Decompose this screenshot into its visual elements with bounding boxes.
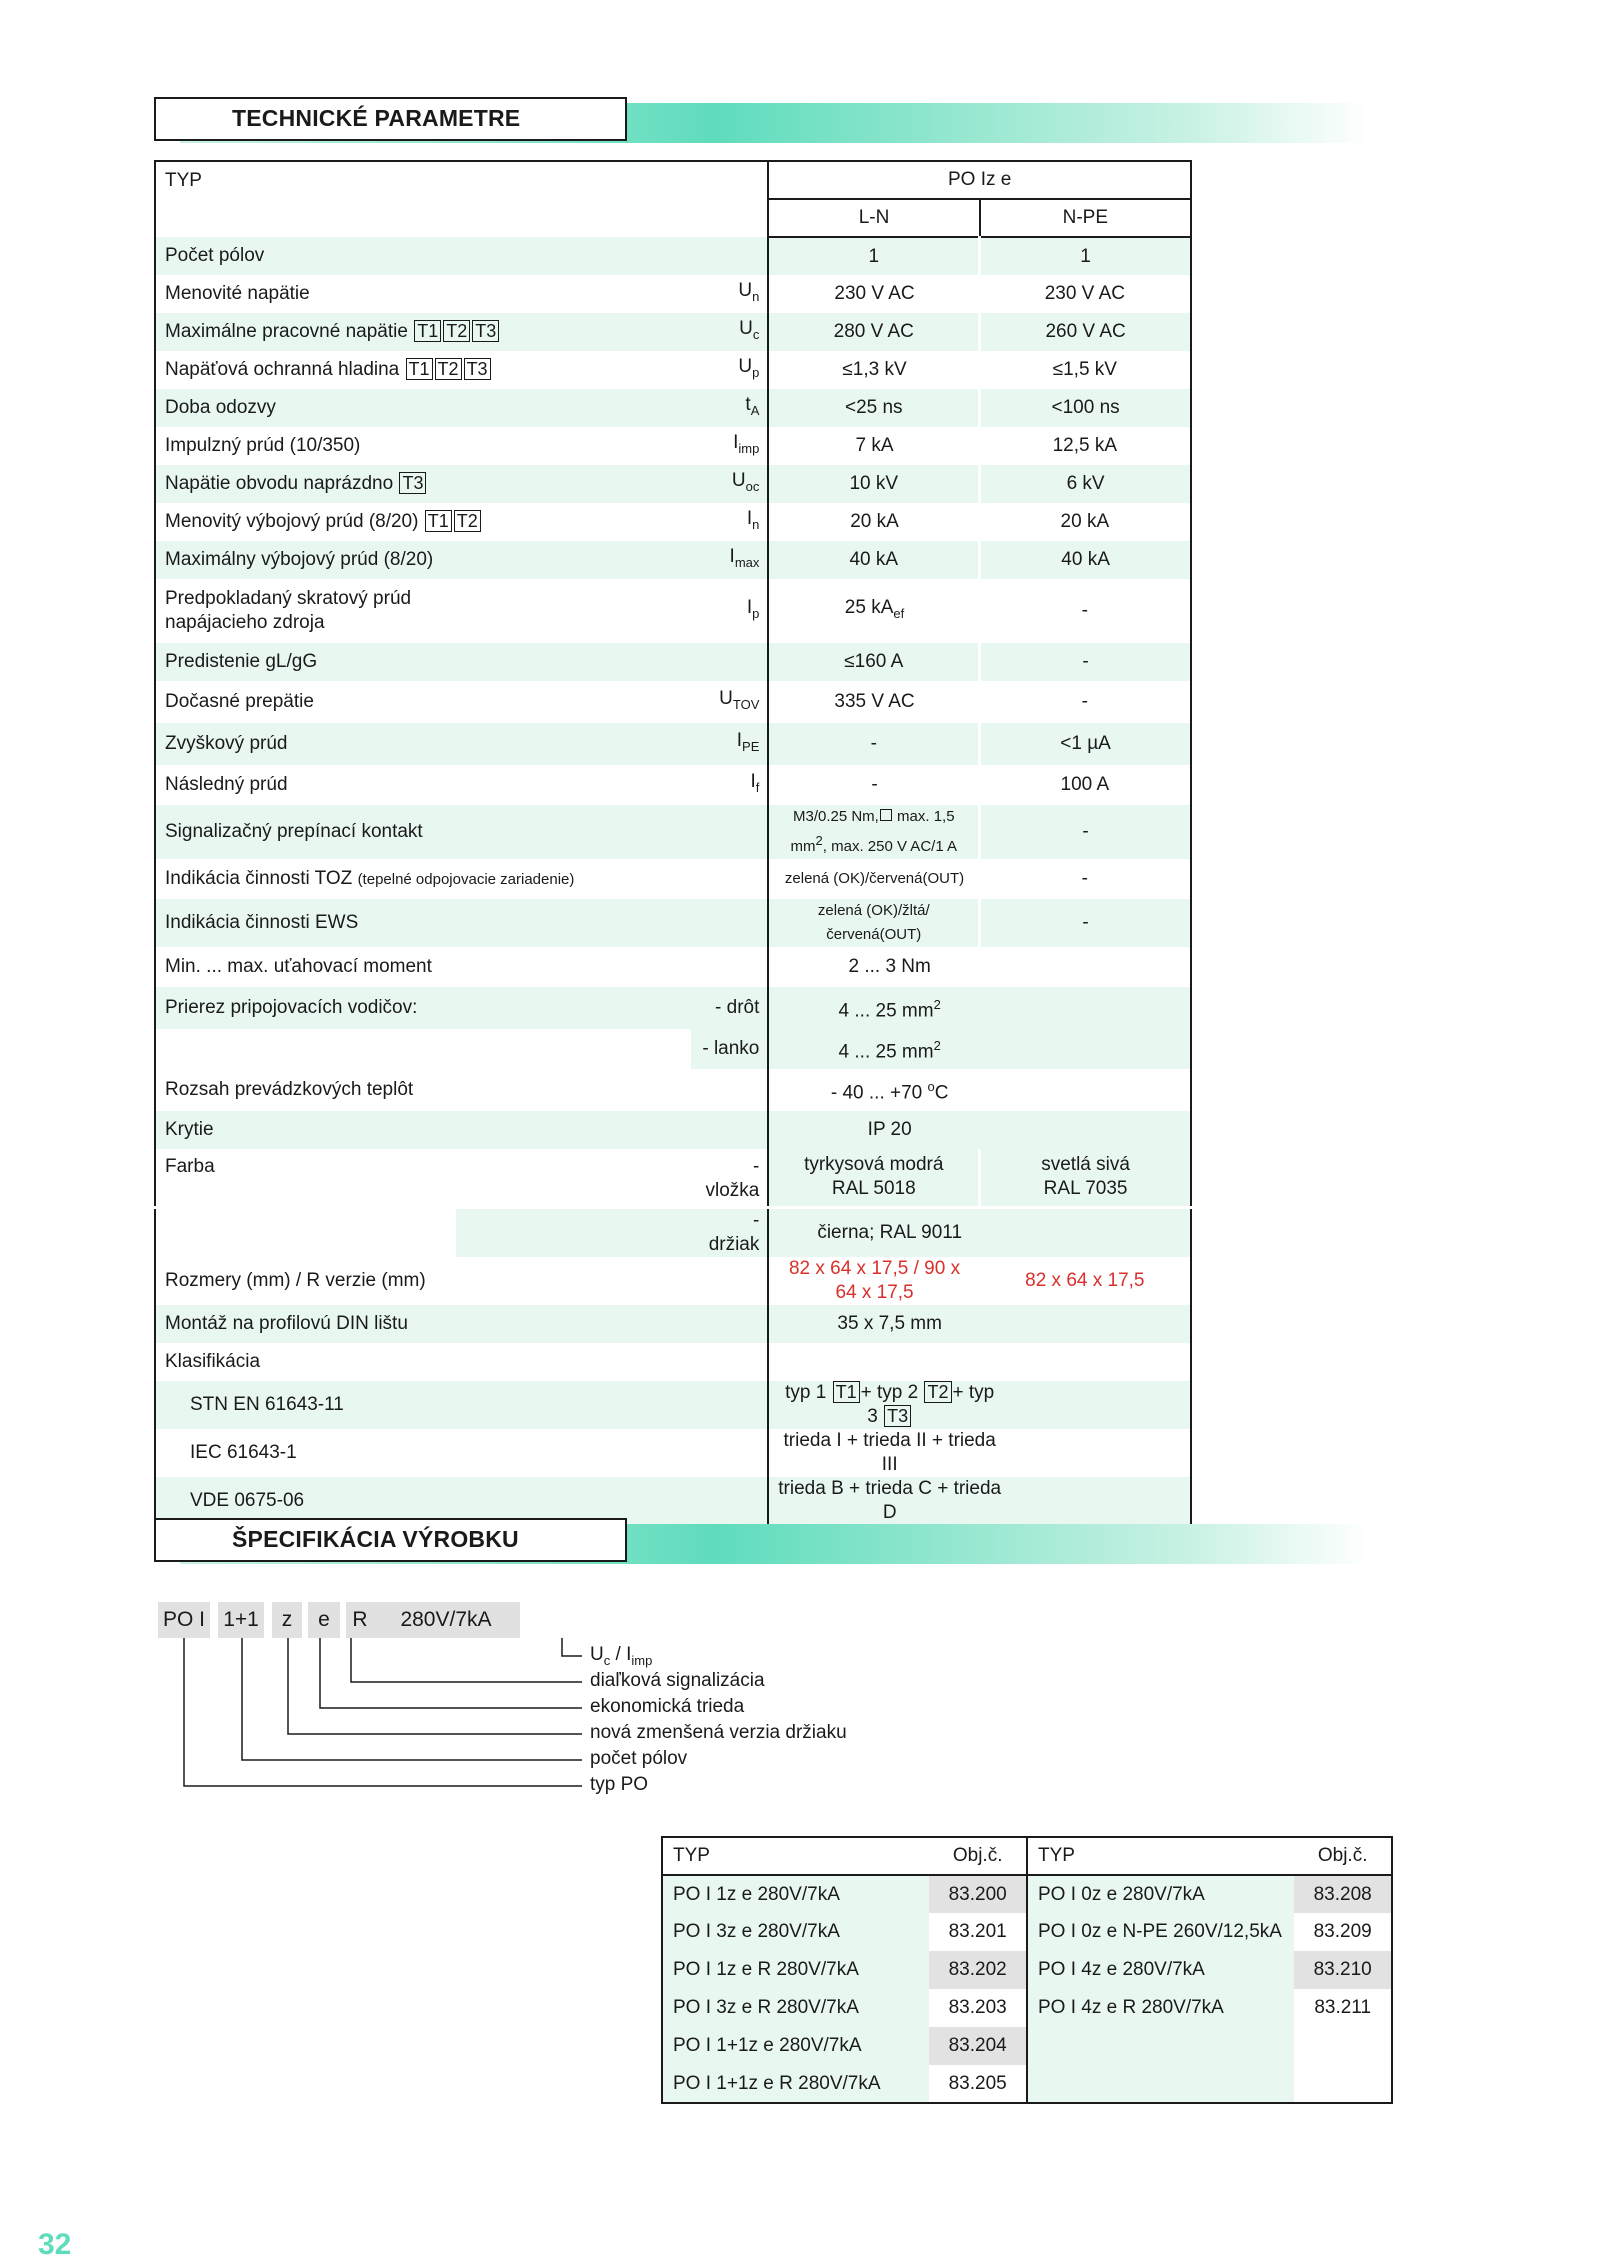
code-part-type: PO I bbox=[158, 1602, 210, 1638]
badge-t3: T3 bbox=[399, 472, 426, 494]
code-legend bbox=[590, 1642, 847, 1798]
section-title-tech: TECHNICKÉ PARAMETRE bbox=[232, 105, 521, 131]
badge-t1: T1 bbox=[425, 510, 452, 532]
table-subheader-row bbox=[155, 199, 1191, 237]
technical-parameters-table bbox=[154, 160, 1192, 1527]
table-row: Počet pólov 1 1 bbox=[155, 237, 1191, 275]
table-row: PO I 3z e R 280V/7kA 83.203 PO I 4z e R 280V/7kA 83.211 bbox=[662, 1989, 1392, 2027]
table-row: PO I 1+1z e 280V/7kA 83.204 bbox=[662, 2027, 1392, 2065]
typ-label: TYP bbox=[155, 161, 691, 199]
badge-t3: T3 bbox=[884, 1405, 911, 1427]
table-row: Rozsah prevádzkových teplôt - 40 ... +70 $^o$C bbox=[155, 1069, 1191, 1111]
table-row: Predpokladaný skratový prúd napájacieho zdroja $I_p$ 25 $kA_{ef}$ - bbox=[155, 579, 1191, 643]
badge-t3: T3 bbox=[472, 320, 499, 342]
table-row: VDE 0675-06 trieda B + trieda C + trieda D bbox=[155, 1477, 1191, 1526]
badge-t2: T2 bbox=[435, 358, 462, 380]
section-header-spec bbox=[154, 1518, 1374, 1566]
table-row: Menovitý výbojový prúd (8/20) T1 T2 $I_n$ 20 kA 20 kA bbox=[155, 503, 1191, 541]
code-part-poles: 1+1 bbox=[218, 1602, 264, 1638]
table-row: Následný prúd $I_f$ - 100 A bbox=[155, 765, 1191, 805]
table-row: Dočasné prepätie $U_{TOV}$ 335 V AC - bbox=[155, 681, 1191, 723]
column-npe: N-PE bbox=[980, 199, 1191, 237]
table-row: Maximálne pracovné napätie T1 T2 T3 $U_c$ 280 V AC 260 V AC bbox=[155, 313, 1191, 351]
table-header-row bbox=[155, 161, 1191, 199]
badge-t2: T2 bbox=[443, 320, 470, 342]
table-row: Maximálny výbojový prúd (8/20) $I_{max}$ 40 kA 40 kA bbox=[155, 541, 1191, 579]
code-part-e: e bbox=[308, 1602, 340, 1638]
order-numbers-table bbox=[661, 1836, 1393, 2104]
section-title-spec: ŠPECIFIKÁCIA VÝROBKU bbox=[232, 1526, 519, 1552]
legend-item: počet pólov bbox=[590, 1748, 688, 1769]
legend-item: ekonomická trieda bbox=[590, 1696, 745, 1717]
table-row: Indikácia činnosti EWS zelená (OK)/žltá/červená(OUT) - bbox=[155, 899, 1191, 947]
badge-t2: T2 bbox=[924, 1381, 951, 1403]
table-row: Min. ... max. uťahovací moment 2 ... 3 Nm bbox=[155, 947, 1191, 987]
code-part-rating: 280V/7kA bbox=[372, 1602, 520, 1638]
table-row: PO I 1z e R 280V/7kA 83.202 PO I 4z e 280V/7kA 83.210 bbox=[662, 1951, 1392, 1989]
table-row: Predistenie gL/gG ≤160 A - bbox=[155, 643, 1191, 681]
table-row: Menovité napätie $U_n$ 230 V AC 230 V AC bbox=[155, 275, 1191, 313]
code-part-r: R bbox=[346, 1602, 374, 1638]
table-row: Napätie obvodu naprázdno T3 $U_{oc}$ 10 kV 6 kV bbox=[155, 465, 1191, 503]
legend-item: diaľková signalizácia bbox=[590, 1670, 765, 1691]
table-row: Rozmery (mm) / R verzie (mm) 82 x 64 x 17,5 / 90 x 64 x 17,5 82 x 64 x 17,5 bbox=[165, 1257, 1145, 1303]
table-row: Impulzný prúd (10/350) $I_{imp}$ 7 kA 12,5 kA bbox=[155, 427, 1191, 465]
product-name: PO Iz e bbox=[768, 161, 1191, 199]
table-row: Doba odozvy $t_A$ <25 ns <100 ns bbox=[155, 389, 1191, 427]
table-row: Zvyškový prúd $I_{PE}$ - <1 µA bbox=[155, 723, 1191, 765]
table-header-row: TYP Obj.č. TYP Obj.č. bbox=[662, 1837, 1392, 1875]
table-row: Napäťová ochranná hladina T1 T2 T3 $U_p$ ≤1,3 kV ≤1,5 kV bbox=[155, 351, 1191, 389]
table-row: PO I 1+1z e R 280V/7kA 83.205 bbox=[662, 2065, 1392, 2103]
badge-t1: T1 bbox=[414, 320, 441, 342]
table-row: PO I 1z e 280V/7kA 83.200 PO I 0z e 280V/7kA 83.208 bbox=[662, 1875, 1392, 1913]
table-row: PO I 3z e 280V/7kA 83.201 PO I 0z e N-PE 260V/12,5kA 83.209 bbox=[662, 1913, 1392, 1951]
table-row: STN EN 61643-11 typ 1 T1 + typ 2 T2 + typ 3 T3 bbox=[155, 1381, 1191, 1429]
page-number: 32 bbox=[38, 2228, 72, 2261]
table-row: Klasifikácia bbox=[155, 1343, 1191, 1381]
table-row: Krytie IP 20 bbox=[155, 1111, 1191, 1149]
table-row: - držiak čierna; RAL 9011 bbox=[155, 1207, 1191, 1257]
legend-item: $U_c / I_{imp}$ bbox=[590, 1644, 653, 1668]
code-part-z: z bbox=[272, 1602, 302, 1638]
badge-t1: T1 bbox=[833, 1381, 860, 1403]
section-header-tech bbox=[154, 97, 1374, 145]
table-row: Farba - vložka tyrkysová modrá RAL 5018 svetlá sivá RAL 7035 bbox=[155, 1149, 1191, 1207]
table-row: IEC 61643-1 trieda I + trieda II + trieda III bbox=[155, 1429, 1191, 1477]
table-row: Signalizačný prepínací kontakt M3/0.25 Nm, max. 1,5 $mm^2$, max. 250 V AC/1 A - bbox=[155, 805, 1191, 859]
column-ln: L-N bbox=[768, 199, 979, 237]
table-row: Indikácia činnosti TOZ (tepelné odpojovacie zariadenie) zelená (OK)/červená(OUT) - bbox=[155, 859, 1191, 899]
legend-item: typ PO bbox=[590, 1774, 649, 1795]
legend-item: nová zmenšená verzia držiaku bbox=[590, 1722, 847, 1743]
badge-t2: T2 bbox=[454, 510, 481, 532]
badge-t1: T1 bbox=[406, 358, 433, 380]
table-row: - lanko 4 ... 25 $mm^2$ bbox=[155, 1029, 1191, 1069]
badge-t3: T3 bbox=[464, 358, 491, 380]
table-row: Montáž na profilovú DIN lištu 35 x 7,5 mm bbox=[155, 1305, 1191, 1343]
table-row: Prierez pripojovacích vodičov: - drôt 4 ... 25 $mm^2$ bbox=[155, 987, 1191, 1029]
square-icon bbox=[880, 809, 892, 821]
